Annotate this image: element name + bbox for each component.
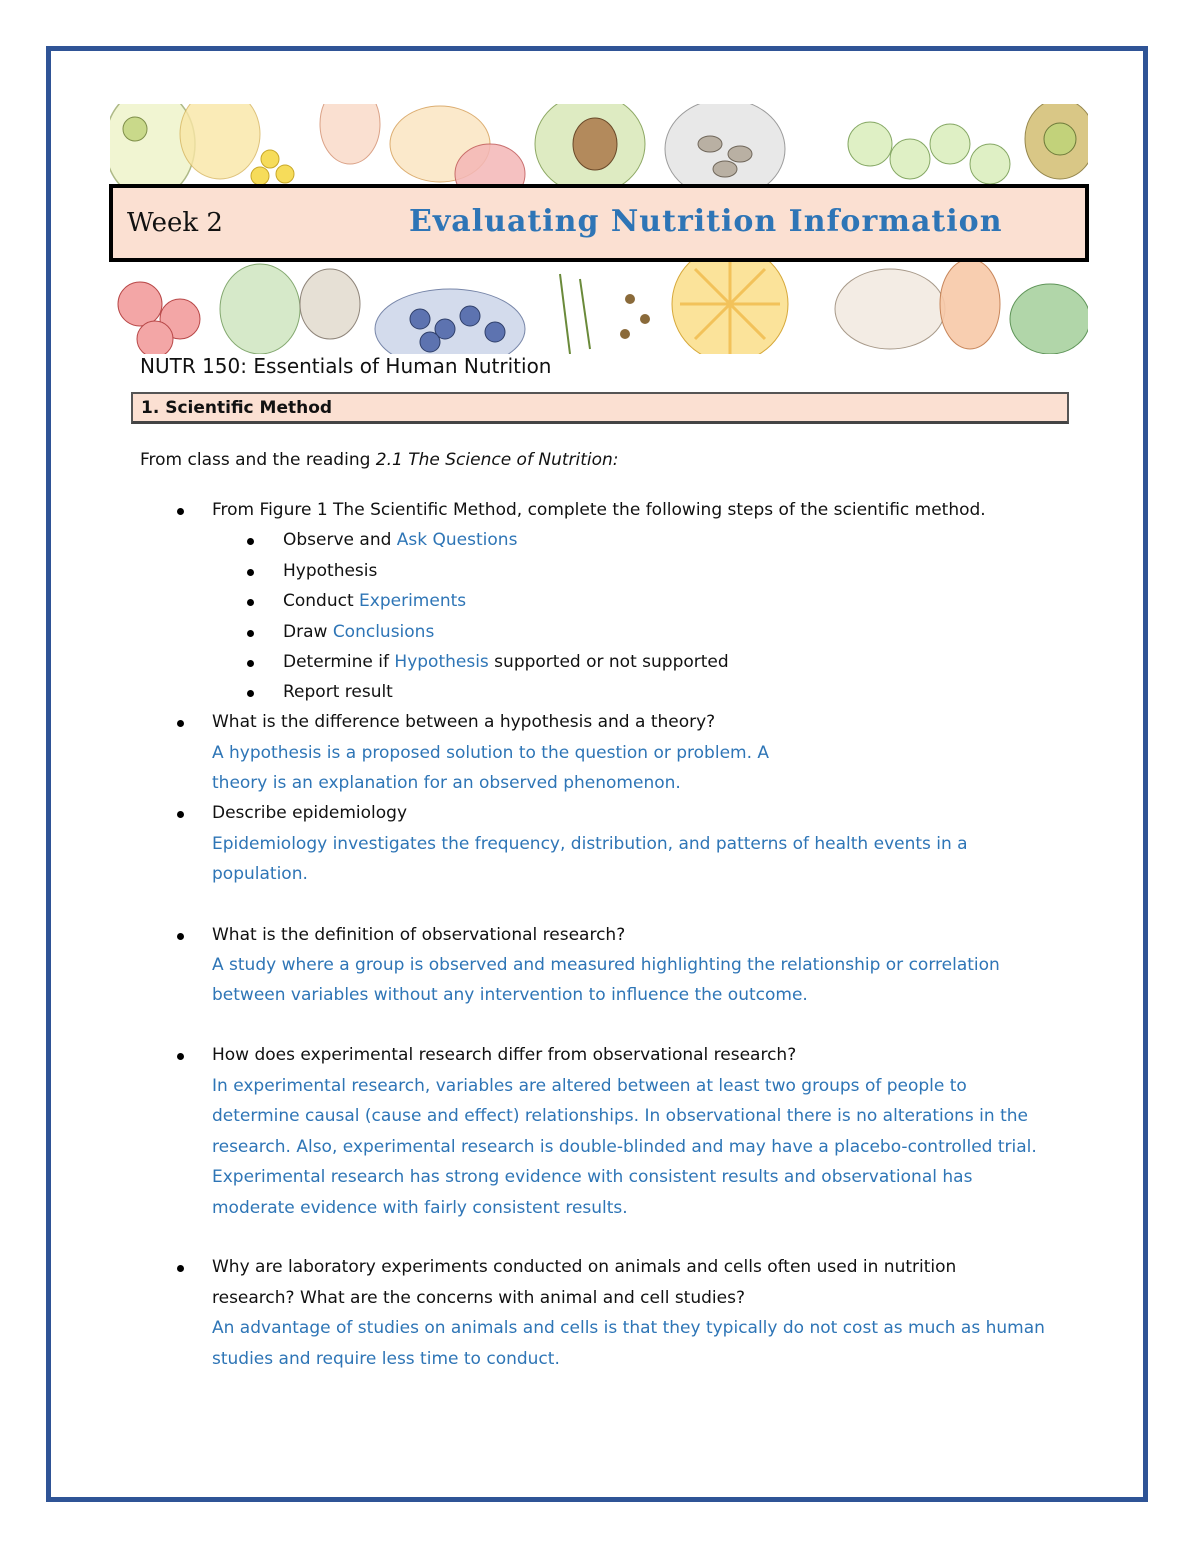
answer-line: An advantage of studies on animals and cells is that they typically do not cost as much as human	[212, 1318, 1045, 1338]
bullet-icon	[247, 538, 254, 545]
question-observational: What is the definition of observational research?	[212, 925, 626, 945]
week-label: Week 2	[127, 208, 223, 238]
answer-line: population.	[212, 864, 308, 884]
answer-line: Epidemiology investigates the frequency, distribution, and patterns of health events in a	[212, 834, 968, 854]
step-item: Report result	[283, 682, 393, 702]
answer-line: theory is an explanation for an observed phenomenon.	[212, 773, 681, 793]
step-item: Hypothesis	[283, 561, 378, 581]
intro-prefix: From class and the reading	[140, 450, 376, 470]
step-item: Conduct Experiments	[283, 591, 467, 611]
course-name: NUTR 150: Essentials of Human Nutrition	[140, 354, 552, 378]
intro-text	[140, 450, 619, 470]
question-scientific-method: From Figure 1 The Scientific Method, complete the following steps of the scientific method.	[212, 500, 986, 520]
answer-line: A study where a group is observed and measured highlighting the relationship or correlation	[212, 955, 1000, 975]
bullet-icon	[247, 599, 254, 606]
question-line: research? What are the concerns with animal and cell studies?	[212, 1288, 745, 1308]
question-epidemiology: Describe epidemiology	[212, 803, 408, 823]
step-item: Observe and Ask Questions	[283, 530, 518, 550]
question-experimental: How does experimental research differ from observational research?	[212, 1045, 797, 1065]
step-item: Draw Conclusions	[283, 622, 435, 642]
title-box	[109, 184, 1089, 262]
question-animal-cell-studies: Why are laboratory experiments conducted on animals and cells often used in nutrition	[212, 1257, 957, 1277]
section-header	[131, 392, 1069, 424]
bullet-icon	[177, 933, 184, 940]
section-title: 1. Scientific Method	[141, 398, 333, 418]
answer-line: research. Also, experimental research is double-blinded and may have a placebo-controlled trial.	[212, 1137, 1037, 1157]
step-answer: Hypothesis	[394, 652, 489, 672]
bullet-icon	[177, 1053, 184, 1060]
bullet-icon	[247, 569, 254, 576]
step-answer: Ask Questions	[396, 530, 518, 550]
step-answer: Conclusions	[332, 622, 435, 642]
answer-line: In experimental research, variables are altered between at least two groups of people to	[212, 1076, 967, 1096]
bullet-icon	[247, 690, 254, 697]
answer-line: between variables without any intervention to influence the outcome.	[212, 985, 808, 1005]
answer-line: moderate evidence with fairly consistent results.	[212, 1198, 628, 1218]
bullet-icon	[177, 508, 184, 515]
answer-line: studies and require less time to conduct.	[212, 1349, 560, 1369]
step-answer: Experiments	[359, 591, 467, 611]
reading-title: 2.1 The Science of Nutrition:	[375, 450, 619, 470]
answer-line: Experimental research has strong evidence with consistent results and observational has	[212, 1167, 973, 1187]
bullet-icon	[177, 720, 184, 727]
bullet-icon	[177, 811, 184, 818]
step-item: Determine if Hypothesis supported or not supported	[283, 652, 729, 672]
bullet-icon	[247, 630, 254, 637]
question-hypothesis-theory: What is the difference between a hypothesis and a theory?	[212, 712, 716, 732]
answer-line: determine causal (cause and effect) relationships. In observational there is no alterations in the	[212, 1106, 1028, 1126]
bullet-icon	[247, 660, 254, 667]
answer-line: A hypothesis is a proposed solution to the question or problem. A	[212, 743, 770, 763]
page-title: Evaluating Nutrition Information	[409, 204, 1003, 239]
bullet-icon	[177, 1265, 184, 1272]
